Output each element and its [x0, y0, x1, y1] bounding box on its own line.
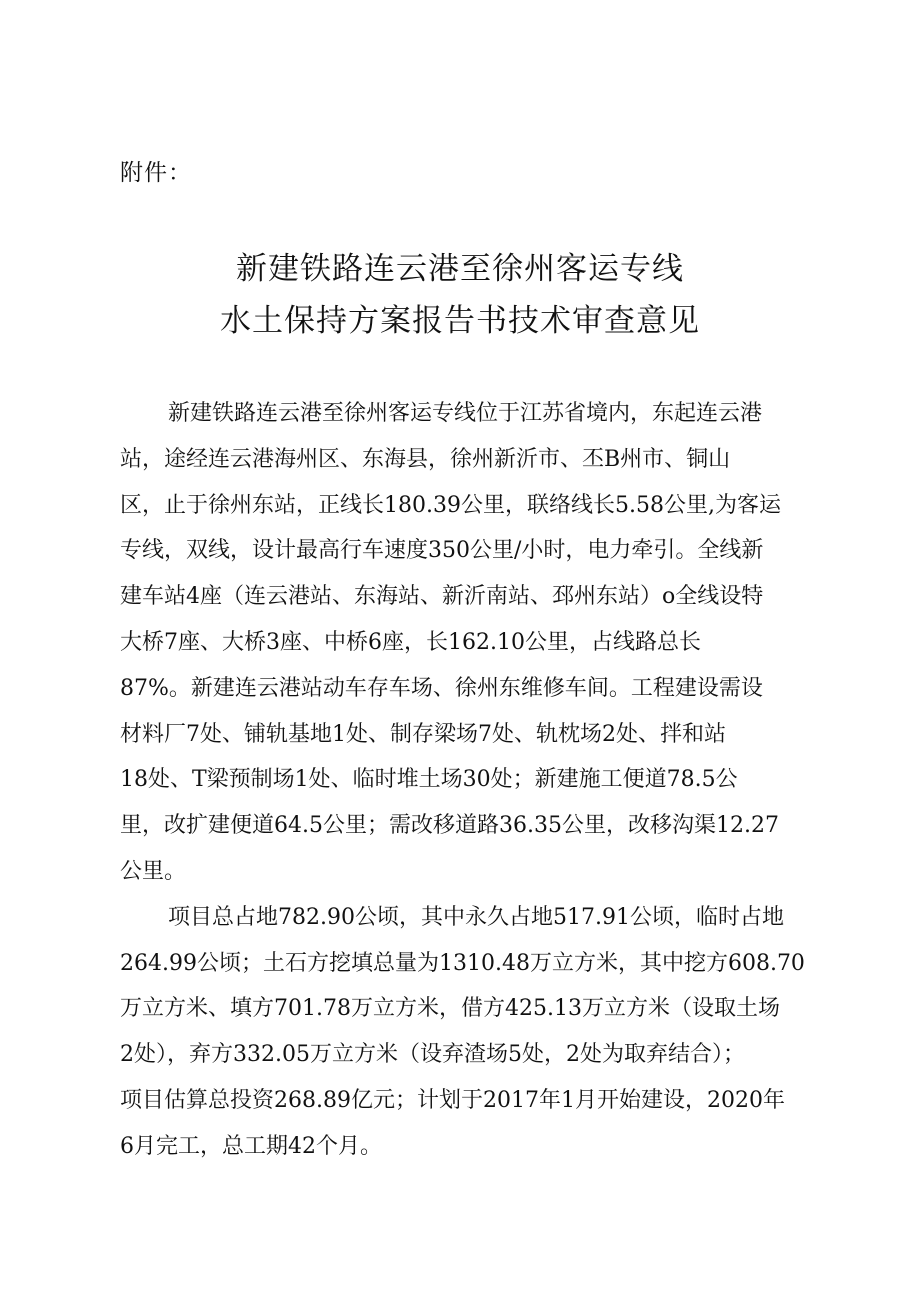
text-line: 项目估算总投资268.89亿元；计划于2017年1月开始建设，2020年: [120, 1087, 785, 1113]
text-line: 站，途经连云港海州区、东海县，徐州新沂市、丕B州市、铜山: [120, 446, 731, 472]
attachment-label: 附件：: [120, 160, 192, 186]
text-line: 公里。: [120, 858, 187, 884]
text-line: 大桥7座、大桥3座、中桥6座，长162.10公里，占线路总长: [120, 629, 701, 655]
paragraph-land-and-earthwork: [120, 895, 810, 1170]
text-line: 264.99公顷；土石方挖填总量为1310.48万立方米，其中挖方608.70: [120, 950, 805, 976]
text-line: 万立方米、填方701.78万立方米，借方425.13万立方米（设取土场: [120, 996, 780, 1022]
text-line: 项目总占地782.90公顷，其中永久占地517.91公顷，临时占地: [168, 904, 784, 930]
document-body: [120, 391, 810, 1170]
text-line: 区，止于徐州东站，正线长180.39公里，联络线长5.58公里,为客运: [120, 492, 781, 518]
text-line: 专线，双线，设计最高行车速度350公里/小时，电力牵引。全线新: [120, 538, 764, 564]
text-line: 新建铁路连云港至徐州客运专线位于江苏省境内，东起连云港: [168, 401, 763, 426]
title-line-2: 水土保持方案报告书技术审查意见: [220, 303, 700, 339]
text-line: 里，改扩建便道64.5公里；需改移道路36.35公里，改移沟渠12.27: [120, 813, 779, 839]
text-line: 建车站4座（连云港站、东海站、新沂南站、邳州东站）o全线设特: [120, 584, 764, 610]
text-line: 18处、T梁预制场1处、临时堆土场30处；新建施工便道78.5公: [120, 767, 738, 793]
document-title: [0, 243, 920, 347]
title-line-1: 新建铁路连云港至徐州客运专线: [236, 251, 684, 287]
text-line: 材料厂7处、铺轨基地1处、制存梁场7处、轨枕场2处、拌和站: [120, 721, 726, 747]
paragraph-project-overview: [120, 391, 810, 895]
text-line: 87%。新建连云港站动车存车场、徐州东维修车间。工程建设需设: [120, 675, 763, 701]
text-line: 2处），弃方332.05万立方米（设弃渣场5处，2处为取弃结合）；: [120, 1042, 745, 1068]
text-line: 6月完工，总工期42个月。: [120, 1133, 382, 1159]
